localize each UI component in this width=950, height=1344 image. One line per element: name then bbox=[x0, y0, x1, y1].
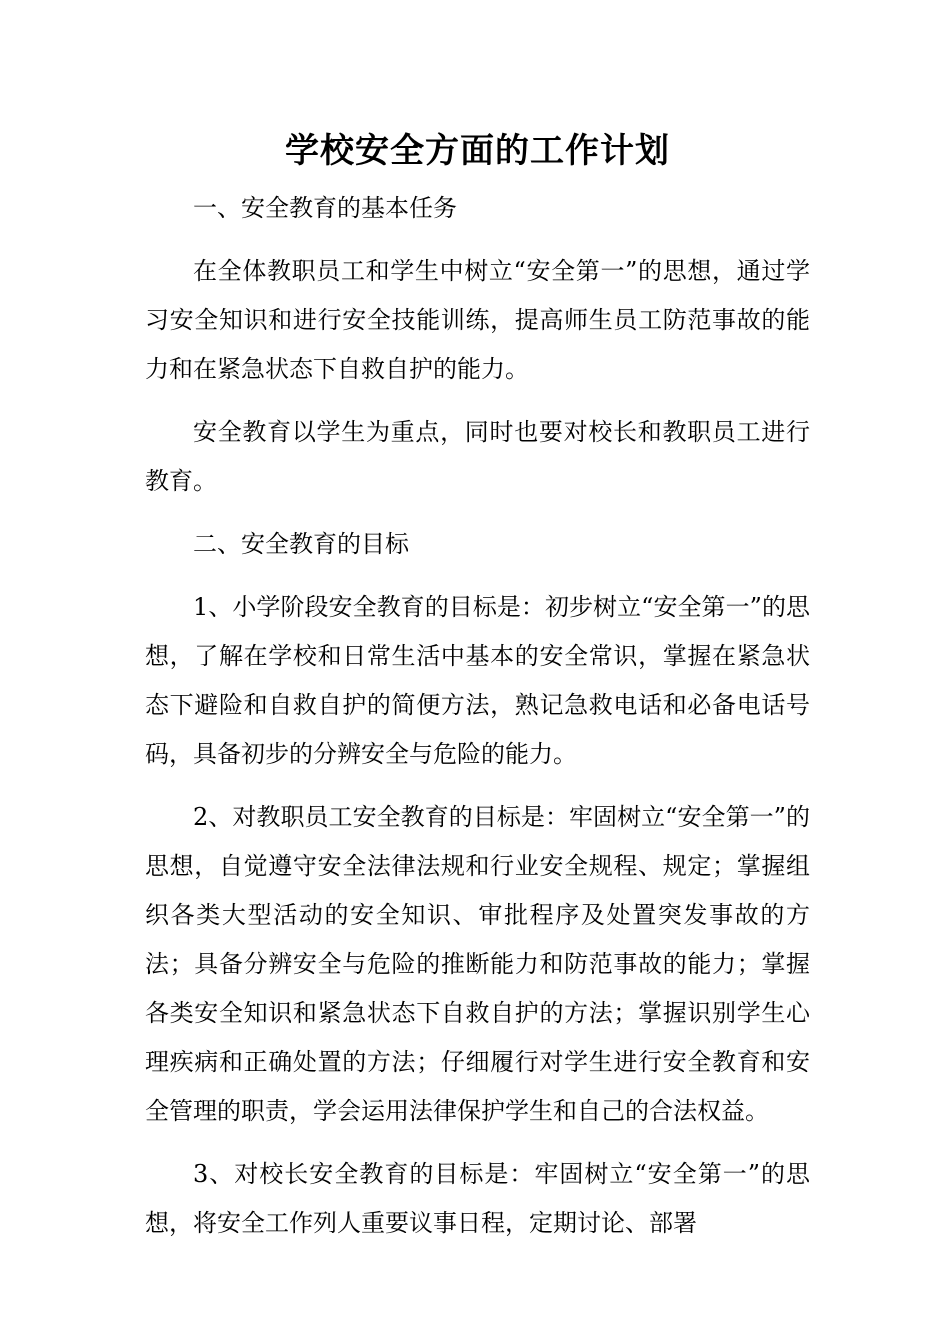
section-heading-1: 一、安全教育的基本任务 bbox=[193, 194, 457, 222]
section-heading-2: 二、安全教育的目标 bbox=[193, 530, 409, 558]
paragraph-goal-staff: 2、对教职员工安全教育的目标是：牢固树立“安全第一”的思想，自觉遵守安全法律法规和行业安全规程、规定；掌握组织各类大型活动的安全知识、审批程序及处置突发事故的方法；具备分辨安全与危险的推断能力和防范事故的能力；掌握各类安全知识和紧急状态下自救自护的方法；掌握识别学生心理疾病和正确处置的方法；仔细履行对学生进行安全教育和安全管理的职责，学会运用法律保护学生和自己的合法权益。 bbox=[145, 803, 810, 1125]
document-page bbox=[145, 124, 810, 1262]
paragraph-goal-principal: 3、对校长安全教育的目标是：牢固树立“安全第一”的思想，将安全工作列人重要议事日程，定期讨论、部署 bbox=[145, 1160, 810, 1237]
paragraph-focus: 安全教育以学生为重点，同时也要对校长和教职员工进行教育。 bbox=[145, 418, 810, 495]
paragraph-goal-primary-school: 1、小学阶段安全教育的目标是：初步树立“安全第一”的思想，了解在学校和日常生活中基本的安全常识，掌握在紧急状态下避险和自救自护的简便方法，熟记急救电话和必备电话号码，具备初步的分辨安全与危险的能力。 bbox=[145, 593, 810, 768]
paragraph-basic-task: 在全体教职员工和学生中树立“安全第一”的思想，通过学习安全知识和进行安全技能训练，提高师生员工防范事故的能力和在紧急状态下自救自护的能力。 bbox=[145, 257, 810, 383]
document-title: 学校安全方面的工作计划 bbox=[285, 131, 670, 171]
